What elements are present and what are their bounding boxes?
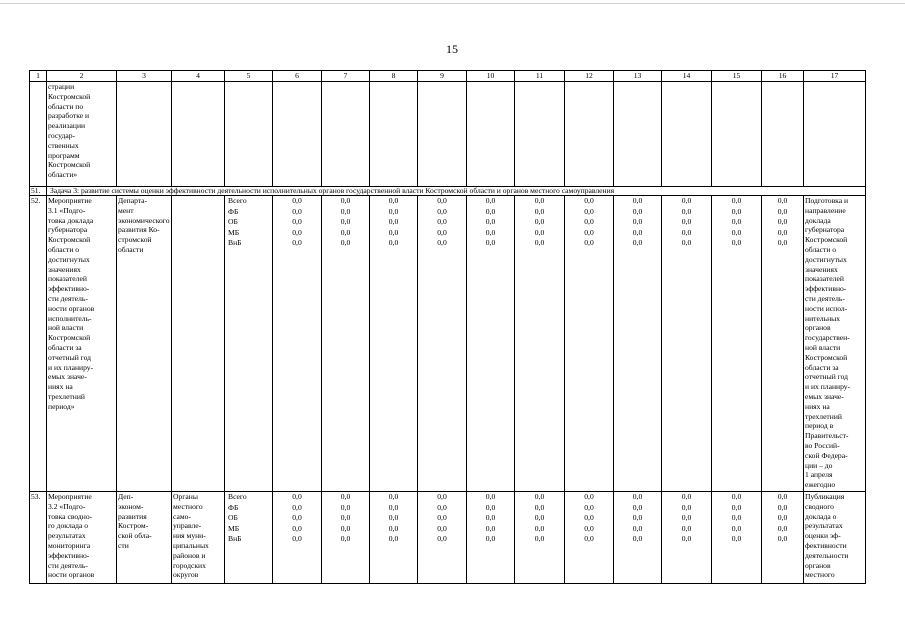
funding-value: 0,0 — [731, 206, 742, 216]
funding-value: 0,0 — [632, 492, 643, 501]
funding-value: 0,0 — [437, 238, 447, 247]
column-number-14: 14 — [662, 71, 712, 82]
funding-value: 0,0 — [534, 534, 545, 543]
funding-value: 0,0 — [777, 238, 788, 247]
funding-value: 0,0 — [292, 534, 302, 543]
row-number: 51. — [30, 187, 47, 196]
funding-value: 0,0 — [292, 523, 302, 533]
funding-value: 0,0 — [485, 534, 496, 543]
funding-value: 0,0 — [681, 206, 692, 216]
funding-value: 0,0 — [777, 502, 788, 512]
funding-value: 0,0 — [632, 206, 643, 216]
funding-value: 0,0 — [584, 534, 594, 543]
funding-value: 0,0 — [388, 238, 399, 247]
funding-value: 0,0 — [584, 206, 594, 216]
funding-value: 0,0 — [485, 513, 496, 522]
column-number-13: 13 — [614, 71, 662, 82]
funding-source-label: ФБ — [228, 206, 239, 216]
funding-value: 0,0 — [731, 523, 742, 533]
funding-value: 0,0 — [388, 217, 399, 226]
column-number-row — [30, 71, 866, 82]
value-cell — [322, 492, 370, 584]
executor-cell: Деп- эконом- развития Костром- ской обла- сти — [117, 492, 172, 584]
funding-value: 0,0 — [681, 227, 692, 237]
funding-value: 0,0 — [437, 206, 447, 216]
funding-value: 0,0 — [292, 227, 302, 237]
funding-value: 0,0 — [437, 513, 447, 522]
funding-value: 0,0 — [437, 196, 447, 205]
funding-value: 0,0 — [777, 206, 788, 216]
value-cell — [370, 492, 418, 584]
value-cell — [273, 492, 322, 584]
funding-value: 0,0 — [632, 502, 643, 512]
event-cell: Мероприятие 3.1 «Подго- товка доклада губернатора Костромской области о достигнутых значениях показателей эффективно- сти деятель- ности органов исполнитель- ной власти Костромской области за отчетный год и их планиру- емых значе- ниях на трехлетний период» — [47, 196, 117, 492]
value-cell — [273, 196, 322, 492]
funding-value: 0,0 — [388, 534, 399, 543]
funding-value: 0,0 — [632, 217, 643, 226]
funding-value: 0,0 — [485, 492, 496, 501]
funding-value: 0,0 — [632, 523, 643, 533]
funding-source-label: МБ — [228, 227, 240, 237]
value-cell — [370, 196, 418, 492]
funding-value: 0,0 — [681, 217, 692, 226]
column-number-7: 7 — [322, 71, 370, 82]
value-cell — [322, 196, 370, 492]
column-number-1: 1 — [30, 71, 47, 82]
value-cell — [762, 492, 804, 584]
value-cell — [565, 492, 614, 584]
value-cell — [614, 492, 662, 584]
funding-value: 0,0 — [534, 492, 545, 501]
funding-value: 0,0 — [534, 523, 545, 533]
funding-source-label: Всего — [228, 492, 247, 501]
funding-value: 0,0 — [485, 502, 496, 512]
column-number-2: 2 — [47, 71, 117, 82]
funding-value: 0,0 — [584, 217, 594, 226]
funding-value: 0,0 — [388, 523, 399, 533]
funding-value: 0,0 — [340, 238, 351, 247]
funding-value: 0,0 — [534, 227, 545, 237]
funding-value: 0,0 — [388, 492, 399, 501]
funding-value: 0,0 — [584, 196, 594, 205]
funding-value: 0,0 — [584, 513, 594, 522]
funding-value: 0,0 — [388, 196, 399, 205]
value-cell — [515, 492, 565, 584]
funding-value: 0,0 — [340, 217, 351, 226]
funding-value: 0,0 — [292, 502, 302, 512]
column-number-17: 17 — [804, 71, 866, 82]
funding-value: 0,0 — [340, 513, 351, 522]
funding-value: 0,0 — [681, 513, 692, 522]
funding-source-label: ВнБ — [228, 534, 242, 543]
funding-value: 0,0 — [731, 227, 742, 237]
funding-value: 0,0 — [437, 492, 447, 501]
scan-top-edge — [0, 3, 905, 4]
coexecutor-cell — [172, 196, 225, 492]
funding-value: 0,0 — [681, 492, 692, 501]
value-cell — [662, 492, 712, 584]
funding-source-label: ОБ — [228, 513, 238, 522]
value-cell — [662, 196, 712, 492]
funding-value: 0,0 — [340, 523, 351, 533]
funding-value: 0,0 — [534, 196, 545, 205]
funding-value: 0,0 — [731, 502, 742, 512]
column-number-12: 12 — [565, 71, 614, 82]
funding-value: 0,0 — [534, 206, 545, 216]
funding-value: 0,0 — [485, 238, 496, 247]
page-number: 15 — [446, 42, 458, 56]
funding-value: 0,0 — [777, 492, 788, 501]
value-cell — [565, 196, 614, 492]
funding-value: 0,0 — [632, 196, 643, 205]
column-number-3: 3 — [117, 71, 172, 82]
funding-source-label: ФБ — [228, 502, 239, 512]
funding-value: 0,0 — [584, 523, 594, 533]
value-cell — [418, 492, 467, 584]
table-row-53 — [30, 492, 866, 584]
column-number-10: 10 — [467, 71, 515, 82]
column-number-8: 8 — [370, 71, 418, 82]
funding-value: 0,0 — [485, 227, 496, 237]
result-cell: Публикация сводного доклада о результатах оценки эф- фективности деятельности органов местного — [804, 492, 866, 584]
funding-value: 0,0 — [731, 534, 742, 543]
funding-value: 0,0 — [584, 502, 594, 512]
column-number-6: 6 — [273, 71, 322, 82]
value-cell — [467, 492, 515, 584]
funding-value: 0,0 — [292, 206, 302, 216]
funding-value: 0,0 — [534, 217, 545, 226]
funding-value: 0,0 — [777, 523, 788, 533]
program-measures-table — [29, 70, 866, 584]
funding-value: 0,0 — [340, 534, 351, 543]
funding-value: 0,0 — [485, 206, 496, 216]
funding-value: 0,0 — [681, 196, 692, 205]
funding-source-label: Всего — [228, 196, 247, 205]
funding-value: 0,0 — [340, 502, 351, 512]
funding-value: 0,0 — [681, 534, 692, 543]
column-number-11: 11 — [515, 71, 565, 82]
table-row-continuation — [30, 82, 866, 187]
funding-value: 0,0 — [292, 492, 302, 501]
funding-value: 0,0 — [340, 492, 351, 501]
funding-value: 0,0 — [534, 238, 545, 247]
executor-cell: Департа- мент экономического развития Ко- стромской области — [117, 196, 172, 492]
column-number-4: 4 — [172, 71, 225, 82]
funding-value: 0,0 — [681, 502, 692, 512]
funding-value: 0,0 — [388, 513, 399, 522]
funding-value: 0,0 — [681, 238, 692, 247]
table-row-task — [30, 187, 866, 196]
table-row-52 — [30, 196, 866, 492]
column-number-16: 16 — [762, 71, 804, 82]
funding-value: 0,0 — [632, 238, 643, 247]
row-number: 52. — [30, 196, 47, 492]
funding-value: 0,0 — [388, 502, 399, 512]
funding-value: 0,0 — [777, 534, 788, 543]
funding-source-cell — [225, 492, 273, 584]
funding-value: 0,0 — [340, 206, 351, 216]
event-continuation-cell: страции Костромской области по разработке и реализации государ- ственных программ Костромской области» — [47, 82, 117, 187]
funding-value: 0,0 — [534, 502, 545, 512]
funding-value: 0,0 — [584, 227, 594, 237]
funding-source-cell — [225, 196, 273, 492]
funding-value: 0,0 — [777, 513, 788, 522]
funding-value: 0,0 — [437, 227, 447, 237]
column-number-9: 9 — [418, 71, 467, 82]
task-title: Задача 3: развитие системы оценки эффективности деятельности исполнительных органов государственной власти Костромской области и органов местного самоуправления — [47, 187, 866, 196]
funding-value: 0,0 — [777, 196, 788, 205]
funding-value: 0,0 — [731, 238, 742, 247]
funding-value: 0,0 — [632, 534, 643, 543]
funding-value: 0,0 — [292, 217, 302, 226]
row-number: 53. — [30, 492, 47, 584]
funding-value: 0,0 — [534, 513, 545, 522]
funding-value: 0,0 — [292, 196, 302, 205]
column-number-5: 5 — [225, 71, 273, 82]
funding-value: 0,0 — [292, 513, 302, 522]
value-cell — [762, 196, 804, 492]
coexecutor-cell: Органы местного само- управле- ния муни- ципальных районов и городских округов — [172, 492, 225, 584]
funding-source-label: МБ — [228, 523, 240, 533]
funding-value: 0,0 — [632, 513, 643, 522]
funding-value: 0,0 — [340, 196, 351, 205]
result-cell: Подготовка и направление доклада губернатора Костромской области о достигнутых значениях показателей эффективно- сти деятель- ности испол- нительных органов государствен- ной власти Костромской области за отчетный год и их планиру- емых значе- ниях на трехлетний период в Правительст- во Россий- ской Федера- ции – до 1 апреля ежегодно — [804, 196, 866, 492]
value-cell — [614, 196, 662, 492]
funding-value: 0,0 — [584, 238, 594, 247]
funding-value: 0,0 — [584, 492, 594, 501]
funding-value: 0,0 — [437, 534, 447, 543]
value-cell — [515, 196, 565, 492]
funding-value: 0,0 — [485, 523, 496, 533]
funding-value: 0,0 — [388, 206, 399, 216]
funding-source-label: ОБ — [228, 217, 238, 226]
funding-value: 0,0 — [777, 217, 788, 226]
funding-value: 0,0 — [485, 217, 496, 226]
funding-value: 0,0 — [437, 502, 447, 512]
funding-value: 0,0 — [292, 238, 302, 247]
funding-value: 0,0 — [731, 513, 742, 522]
event-cell: Мероприятие 3.2 «Подго- товка сводно- го доклада о результатах мониторинга эффективно- сти деятель- ности органов — [47, 492, 117, 584]
funding-value: 0,0 — [437, 217, 447, 226]
funding-value: 0,0 — [437, 523, 447, 533]
funding-value: 0,0 — [388, 227, 399, 237]
funding-value: 0,0 — [731, 492, 742, 501]
value-cell — [467, 196, 515, 492]
column-number-15: 15 — [712, 71, 762, 82]
funding-value: 0,0 — [777, 227, 788, 237]
funding-value: 0,0 — [731, 196, 742, 205]
value-cell — [712, 492, 762, 584]
funding-value: 0,0 — [340, 227, 351, 237]
funding-value: 0,0 — [681, 523, 692, 533]
funding-source-label: ВнБ — [228, 238, 242, 247]
funding-value: 0,0 — [731, 217, 742, 226]
value-cell — [418, 196, 467, 492]
funding-value: 0,0 — [485, 196, 496, 205]
value-cell — [712, 196, 762, 492]
funding-value: 0,0 — [632, 227, 643, 237]
